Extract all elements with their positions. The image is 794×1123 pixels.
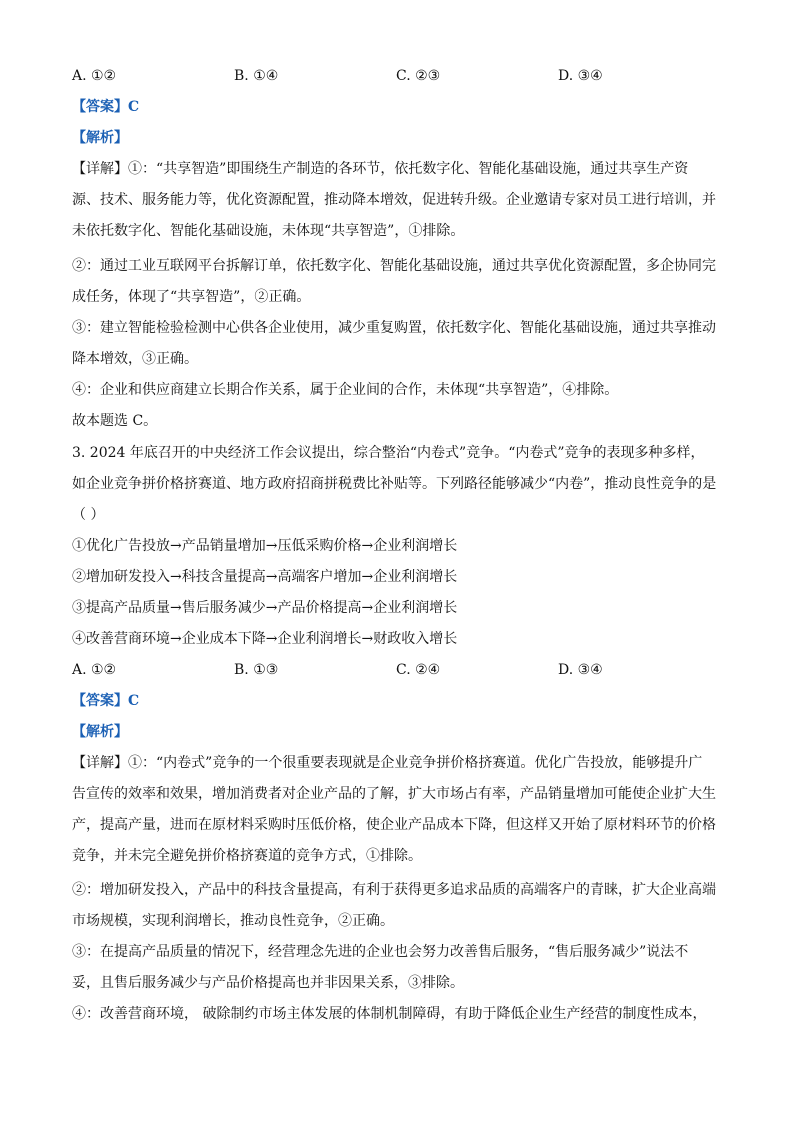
q3-answer-value: C — [128, 693, 140, 709]
q3-detail-line: 竞争，并未完全避免拼价格挤赛道的竞争方式，①排除。 — [72, 848, 422, 864]
q2-analysis-tag: 【解析】 — [72, 130, 128, 146]
q2-option-c: C. ②③ — [396, 68, 441, 84]
q3-path-3: ③提高产品质量→售后服务减少→产品价格提高→企业利润增长 — [72, 600, 458, 616]
q2-detail-line: ②：通过工业互联网平台拆解订单，依托数字化、智能化基础设施，通过共享优化资源配置，多企协同完 — [72, 258, 716, 274]
q3-option-d: D. ③④ — [558, 662, 603, 678]
q3-analysis-tag: 【解析】 — [72, 724, 128, 740]
q3-detail-line: ③：在提高产品质量的情况下，经营理念先进的企业也会努力改善售后服务，“售后服务减少”说法不 — [72, 944, 689, 960]
q3-path-1: ①优化广告投放→产品销量增加→压低采购价格→企业利润增长 — [72, 538, 458, 554]
q3-option-b: B. ①③ — [234, 662, 279, 678]
q3-stem-line: 3. 2024 年底召开的中央经济工作会议提出，综合整治“内卷式”竞争。“内卷式”竞争的表现多种多样， — [72, 445, 705, 461]
q3-detail-line: 妥，且售后服务减少与产品价格提高也并非因果关系，③排除。 — [72, 975, 464, 991]
q3-path-4: ④改善营商环境→企业成本下降→企业利润增长→财政收入增长 — [72, 631, 458, 647]
q3-stem-line: 如企业竞争拼价格挤赛道、地方政府招商拼税费比补贴等。下列路径能够减少“内卷”，推动良性竞争的是 — [72, 476, 717, 492]
q2-detail-line: 未依托数字化、智能化基础设施，未体现“共享智造”，①排除。 — [72, 223, 465, 239]
q3-answer — [72, 691, 139, 711]
q3-detail-line: 产，提高产量，进而在原材料采购时压低价格，使企业产品成本下降，但这样又开始了原材料环节的价格 — [72, 817, 716, 833]
q2-option-b: B. ①④ — [234, 68, 279, 84]
q2-option-a: A. ①② — [72, 68, 117, 84]
q3-stem-blank: （ ） — [72, 507, 105, 523]
q2-detail-line: ③：建立智能检验检测中心供各企业使用，减少重复购置，依托数字化、智能化基础设施，通过共享推动 — [72, 320, 716, 336]
q3-detail-line: 市场规模，实现利润增长，推动良性竞争，②正确。 — [72, 913, 394, 929]
q3-detail-line: ④：改善营商环境， 破除制约市场主体发展的体制机制障碍，有助于降低企业生产经营的制度性成本， — [72, 1006, 707, 1022]
q2-answer — [72, 97, 139, 117]
q2-answer-value: C — [128, 99, 140, 115]
q2-detail-line: ④：企业和供应商建立长期合作关系，属于企业间的合作，未体现“共享智造”，④排除。 — [72, 382, 619, 398]
q2-conclusion: 故本题选 C。 — [72, 413, 158, 429]
q2-detail-line: 源、技术、服务能力等，优化资源配置，推动降本增效，促进转升级。企业邀请专家对员工进行培训，并 — [72, 192, 716, 208]
q3-detail-line: ②：增加研发投入，产品中的科技含量提高，有利于获得更多追求品质的高端客户的青睐，扩大企业高端 — [72, 882, 716, 898]
q2-answer-tag: 【答案】 — [72, 99, 128, 115]
q3-answer-tag: 【答案】 — [72, 693, 128, 709]
q3-option-a: A. ①② — [72, 662, 117, 678]
q2-detail-line: 【详解】①：“共享智造”即围绕生产制造的各环节，依托数字化、智能化基础设施，通过共享生产资 — [72, 161, 689, 177]
q3-option-c: C. ②④ — [396, 662, 441, 678]
q3-path-2: ②增加研发投入→科技含量提高→高端客户增加→企业利润增长 — [72, 569, 458, 585]
q3-detail-line: 【详解】①：“内卷式”竞争的一个很重要表现就是企业竞争拼价格挤赛道。优化广告投放，能够提升广 — [72, 755, 703, 771]
q3-detail-line: 告宣传的效率和效果，增加消费者对企业产品的了解，扩大市场占有率，产品销量增加可能使企业扩大生 — [72, 786, 716, 802]
q2-detail-line: 降本增效，③正确。 — [72, 351, 198, 367]
q2-option-d: D. ③④ — [558, 68, 603, 84]
q2-detail-line: 成任务，体现了“共享智造”，②正确。 — [72, 289, 311, 305]
